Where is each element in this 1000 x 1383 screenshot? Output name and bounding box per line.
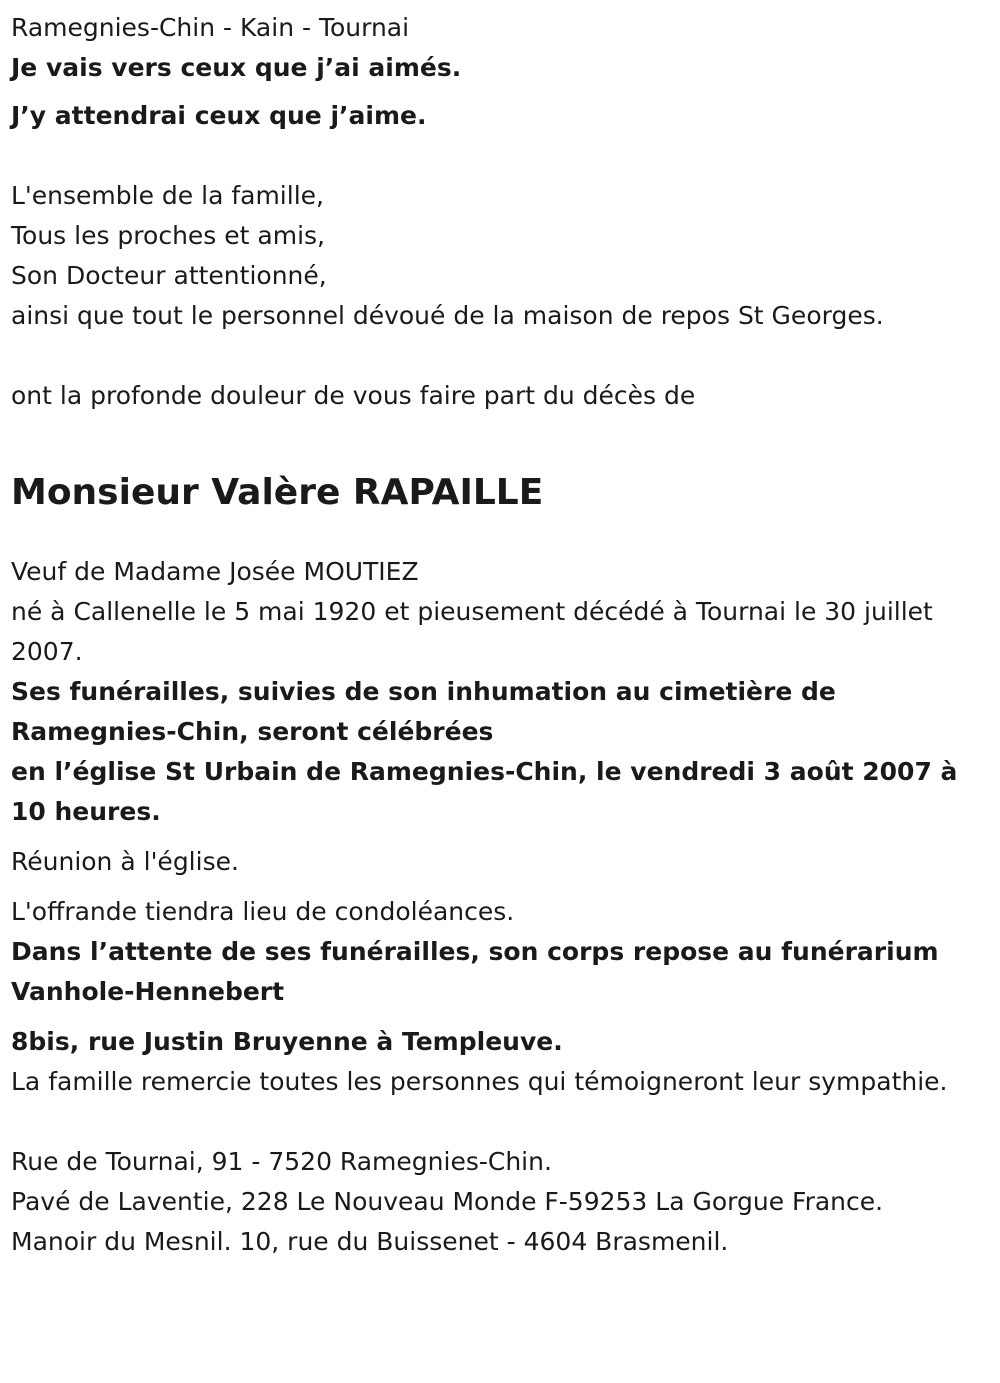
addresses-list xyxy=(11,1142,989,1262)
locality-line: Ramegnies-Chin - Kain - Tournai xyxy=(11,13,410,42)
funeral-text-2: en l’église St Urbain de Ramegnies-Chin, le vendredi 3 août 2007 à 10 heures. xyxy=(11,757,958,826)
offering-line: L'offrande tiendra lieu de condoléances. xyxy=(11,897,515,926)
mourner-item: Tous les proches et amis, xyxy=(11,221,325,250)
verse-line-2: J’y attendrai ceux que j’aime. xyxy=(11,101,427,130)
birth-death-text: né à Callenelle le 5 mai 1920 et pieusement décédé à Tournai le 30 juillet 2007. xyxy=(11,597,933,666)
funeral-text-1: Ses funérailles, suivies de son inhumation au cimetière de Ramegnies-Chin, seront célébrées xyxy=(11,677,836,746)
verse-line-1: Je vais vers ceux que j’ai aimés. xyxy=(11,53,462,82)
mourner-item: ainsi que tout le personnel dévoué de la maison de repos St Georges. xyxy=(11,301,884,330)
address-line: Manoir du Mesnil. 10, rue du Buissenet - 4604 Brasmenil. xyxy=(11,1227,729,1256)
address-line: Pavé de Laventie, 228 Le Nouveau Monde F-59253 La Gorgue France. xyxy=(11,1187,884,1216)
thanks-text: La famille remercie toutes les personnes qui témoigneront leur sympathie. xyxy=(11,1067,948,1096)
mourner-item: L'ensemble de la famille, xyxy=(11,181,324,210)
resting-text-1: Dans l’attente de ses funérailles, son corps repose au funérarium Vanhole-Hennebert xyxy=(11,937,939,1006)
meeting-line: Réunion à l'église. xyxy=(11,847,239,876)
address-line: Rue de Tournai, 91 - 7520 Ramegnies-Chin. xyxy=(11,1147,552,1176)
mourners-list xyxy=(11,176,989,336)
announcement-line: ont la profonde douleur de vous faire part du décès de xyxy=(11,381,696,410)
widower-line: Veuf de Madame Josée MOUTIEZ xyxy=(11,557,419,586)
resting-text-2: 8bis, rue Justin Bruyenne à Templeuve. xyxy=(11,1027,563,1056)
deceased-name: Monsieur Valère RAPAILLE xyxy=(11,472,544,513)
mourner-item: Son Docteur attentionné, xyxy=(11,261,327,290)
